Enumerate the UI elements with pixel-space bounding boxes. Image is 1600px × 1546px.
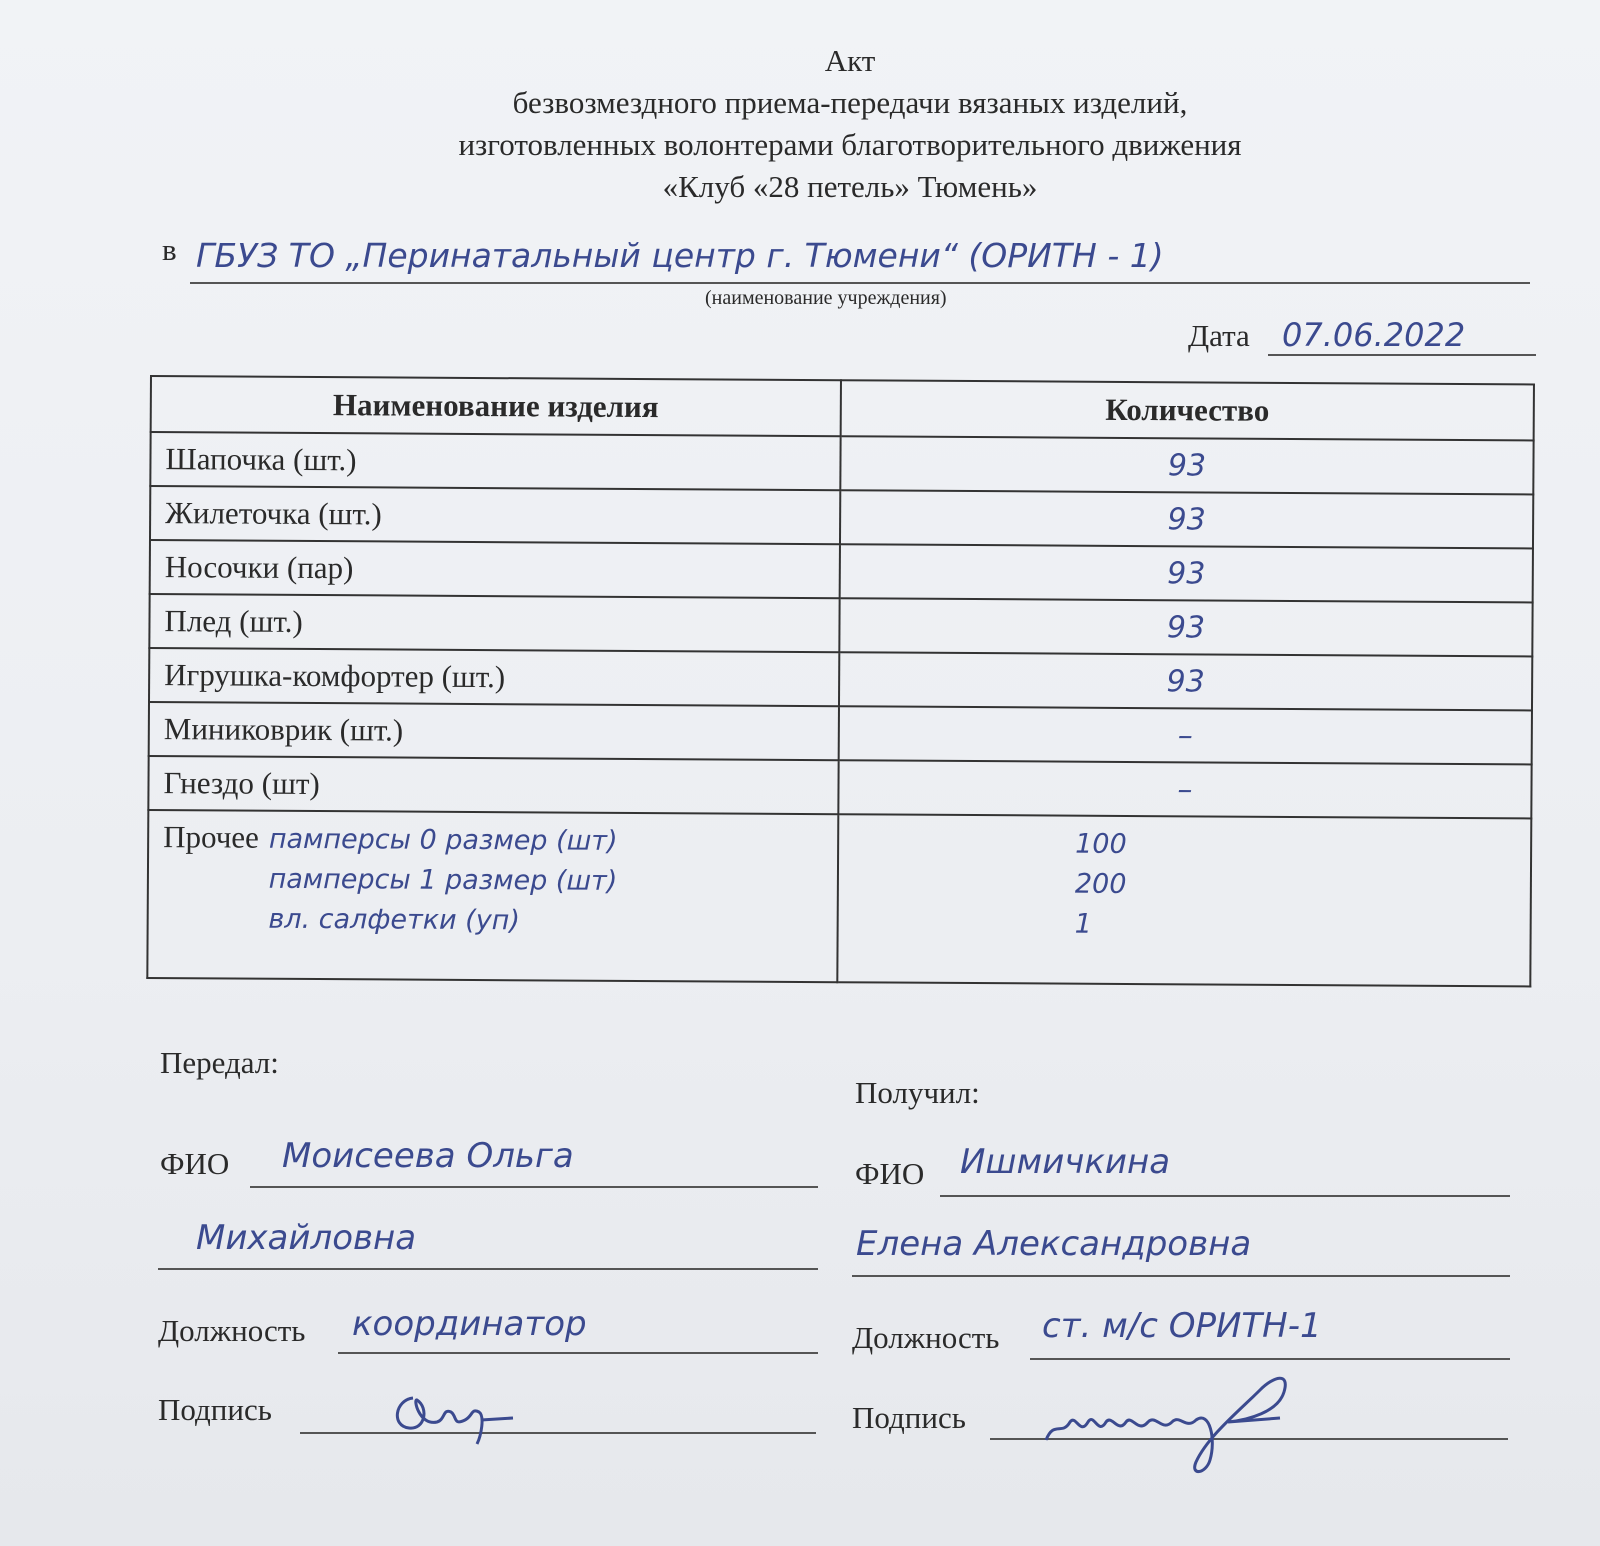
sender-fio-line-2: Михайловна bbox=[196, 1218, 417, 1258]
receiver-title: Получил: bbox=[855, 1075, 980, 1110]
table-header-row bbox=[151, 376, 1534, 440]
receiver-position-value: ст. м/с ОРИТН-1 bbox=[1042, 1306, 1322, 1346]
item-name: Миниковрик (шт.) bbox=[149, 702, 839, 760]
item-name: Жилеточка (шт.) bbox=[150, 486, 840, 544]
title-line-3: изготовленных волонтерами благотворительного движения bbox=[458, 127, 1242, 162]
item-name: Игрушка-комфортер (шт.) bbox=[149, 648, 839, 706]
other-item-quantity: 100 bbox=[1075, 828, 1127, 860]
sender-signature-label: Подпись bbox=[158, 1392, 272, 1427]
other-quantity-cell bbox=[837, 814, 1531, 986]
item-name: Шапочка (шт.) bbox=[150, 432, 840, 490]
item-name: Носочки (пар) bbox=[150, 540, 840, 598]
other-item-name: вл. салфетки (уп) bbox=[268, 903, 521, 937]
date-underline bbox=[1268, 354, 1536, 356]
receiver-signature-label: Подпись bbox=[852, 1400, 966, 1435]
receiver-fio-line-1: Ишмичкина bbox=[960, 1142, 1171, 1182]
other-item-quantity: 1 bbox=[1074, 908, 1092, 940]
title-line-1: Акт bbox=[824, 43, 876, 78]
sender-position-value: координатор bbox=[352, 1304, 587, 1344]
document-title bbox=[0, 40, 1600, 208]
item-quantity: 93 bbox=[839, 598, 1532, 656]
title-line-2: безвозмездного приема-передачи вязаных изделий, bbox=[512, 85, 1188, 120]
table-row bbox=[148, 756, 1531, 818]
item-quantity: – bbox=[839, 706, 1532, 764]
item-name: Гнездо (шт) bbox=[148, 756, 838, 814]
sender-title: Передал: bbox=[160, 1045, 279, 1080]
institution-prefix: в bbox=[162, 232, 177, 267]
table-row bbox=[150, 432, 1533, 494]
item-name: Плед (шт.) bbox=[149, 594, 839, 652]
other-label: Прочее bbox=[163, 819, 259, 855]
institution-value: ГБУЗ ТО „Перинатальный центр г. Тюмени“ (ОРИТН - 1) bbox=[196, 236, 1164, 275]
other-cell bbox=[147, 810, 838, 982]
other-item-quantity: 200 bbox=[1074, 868, 1127, 900]
title-line-4: «Клуб «28 петель» Тюмень» bbox=[662, 169, 1038, 204]
items-table bbox=[146, 375, 1535, 987]
sender-position-label: Должность bbox=[158, 1313, 306, 1348]
institution-caption: (наименование учреждения) bbox=[705, 287, 947, 309]
receiver-fio-underline-2 bbox=[852, 1275, 1510, 1277]
other-item-name: памперсы 0 размер (шт) bbox=[268, 823, 618, 857]
header-item-name: Наименование изделия bbox=[151, 376, 841, 436]
item-quantity: 93 bbox=[839, 652, 1532, 710]
receiver-position-label: Должность bbox=[852, 1320, 1000, 1355]
item-quantity: 93 bbox=[840, 544, 1533, 602]
table-row bbox=[150, 540, 1533, 602]
receiver-fio-label: ФИО bbox=[855, 1156, 925, 1191]
other-item-name: памперсы 1 размер (шт) bbox=[268, 863, 618, 897]
item-quantity: – bbox=[838, 760, 1531, 818]
sender-fio-underline-1 bbox=[250, 1186, 818, 1188]
sender-signature-underline bbox=[300, 1432, 816, 1434]
receiver-fio-underline-1 bbox=[940, 1195, 1510, 1197]
table-row bbox=[149, 594, 1532, 656]
institution-underline bbox=[190, 282, 1530, 284]
header-quantity: Количество bbox=[841, 380, 1534, 440]
receiver-signature-drawing bbox=[1040, 1370, 1330, 1480]
receiver-position-underline bbox=[1030, 1358, 1510, 1360]
date-value: 07.06.2022 bbox=[1282, 316, 1466, 354]
item-quantity: 93 bbox=[840, 436, 1533, 494]
sender-fio-label: ФИО bbox=[160, 1146, 230, 1181]
item-quantity: 93 bbox=[840, 490, 1533, 548]
table-row bbox=[149, 648, 1532, 710]
receiver-fio-line-2: Елена Александровна bbox=[856, 1224, 1252, 1264]
table-row-other bbox=[147, 810, 1531, 986]
table-row bbox=[149, 702, 1532, 764]
other-items-list bbox=[268, 820, 617, 942]
sender-fio-underline-2 bbox=[158, 1268, 818, 1270]
sender-signature-drawing bbox=[385, 1386, 525, 1446]
sender-position-underline bbox=[338, 1352, 818, 1354]
sender-fio-line-1: Моисеева Ольга bbox=[282, 1136, 574, 1176]
date-label: Дата bbox=[1188, 318, 1250, 353]
table-row bbox=[150, 486, 1533, 548]
